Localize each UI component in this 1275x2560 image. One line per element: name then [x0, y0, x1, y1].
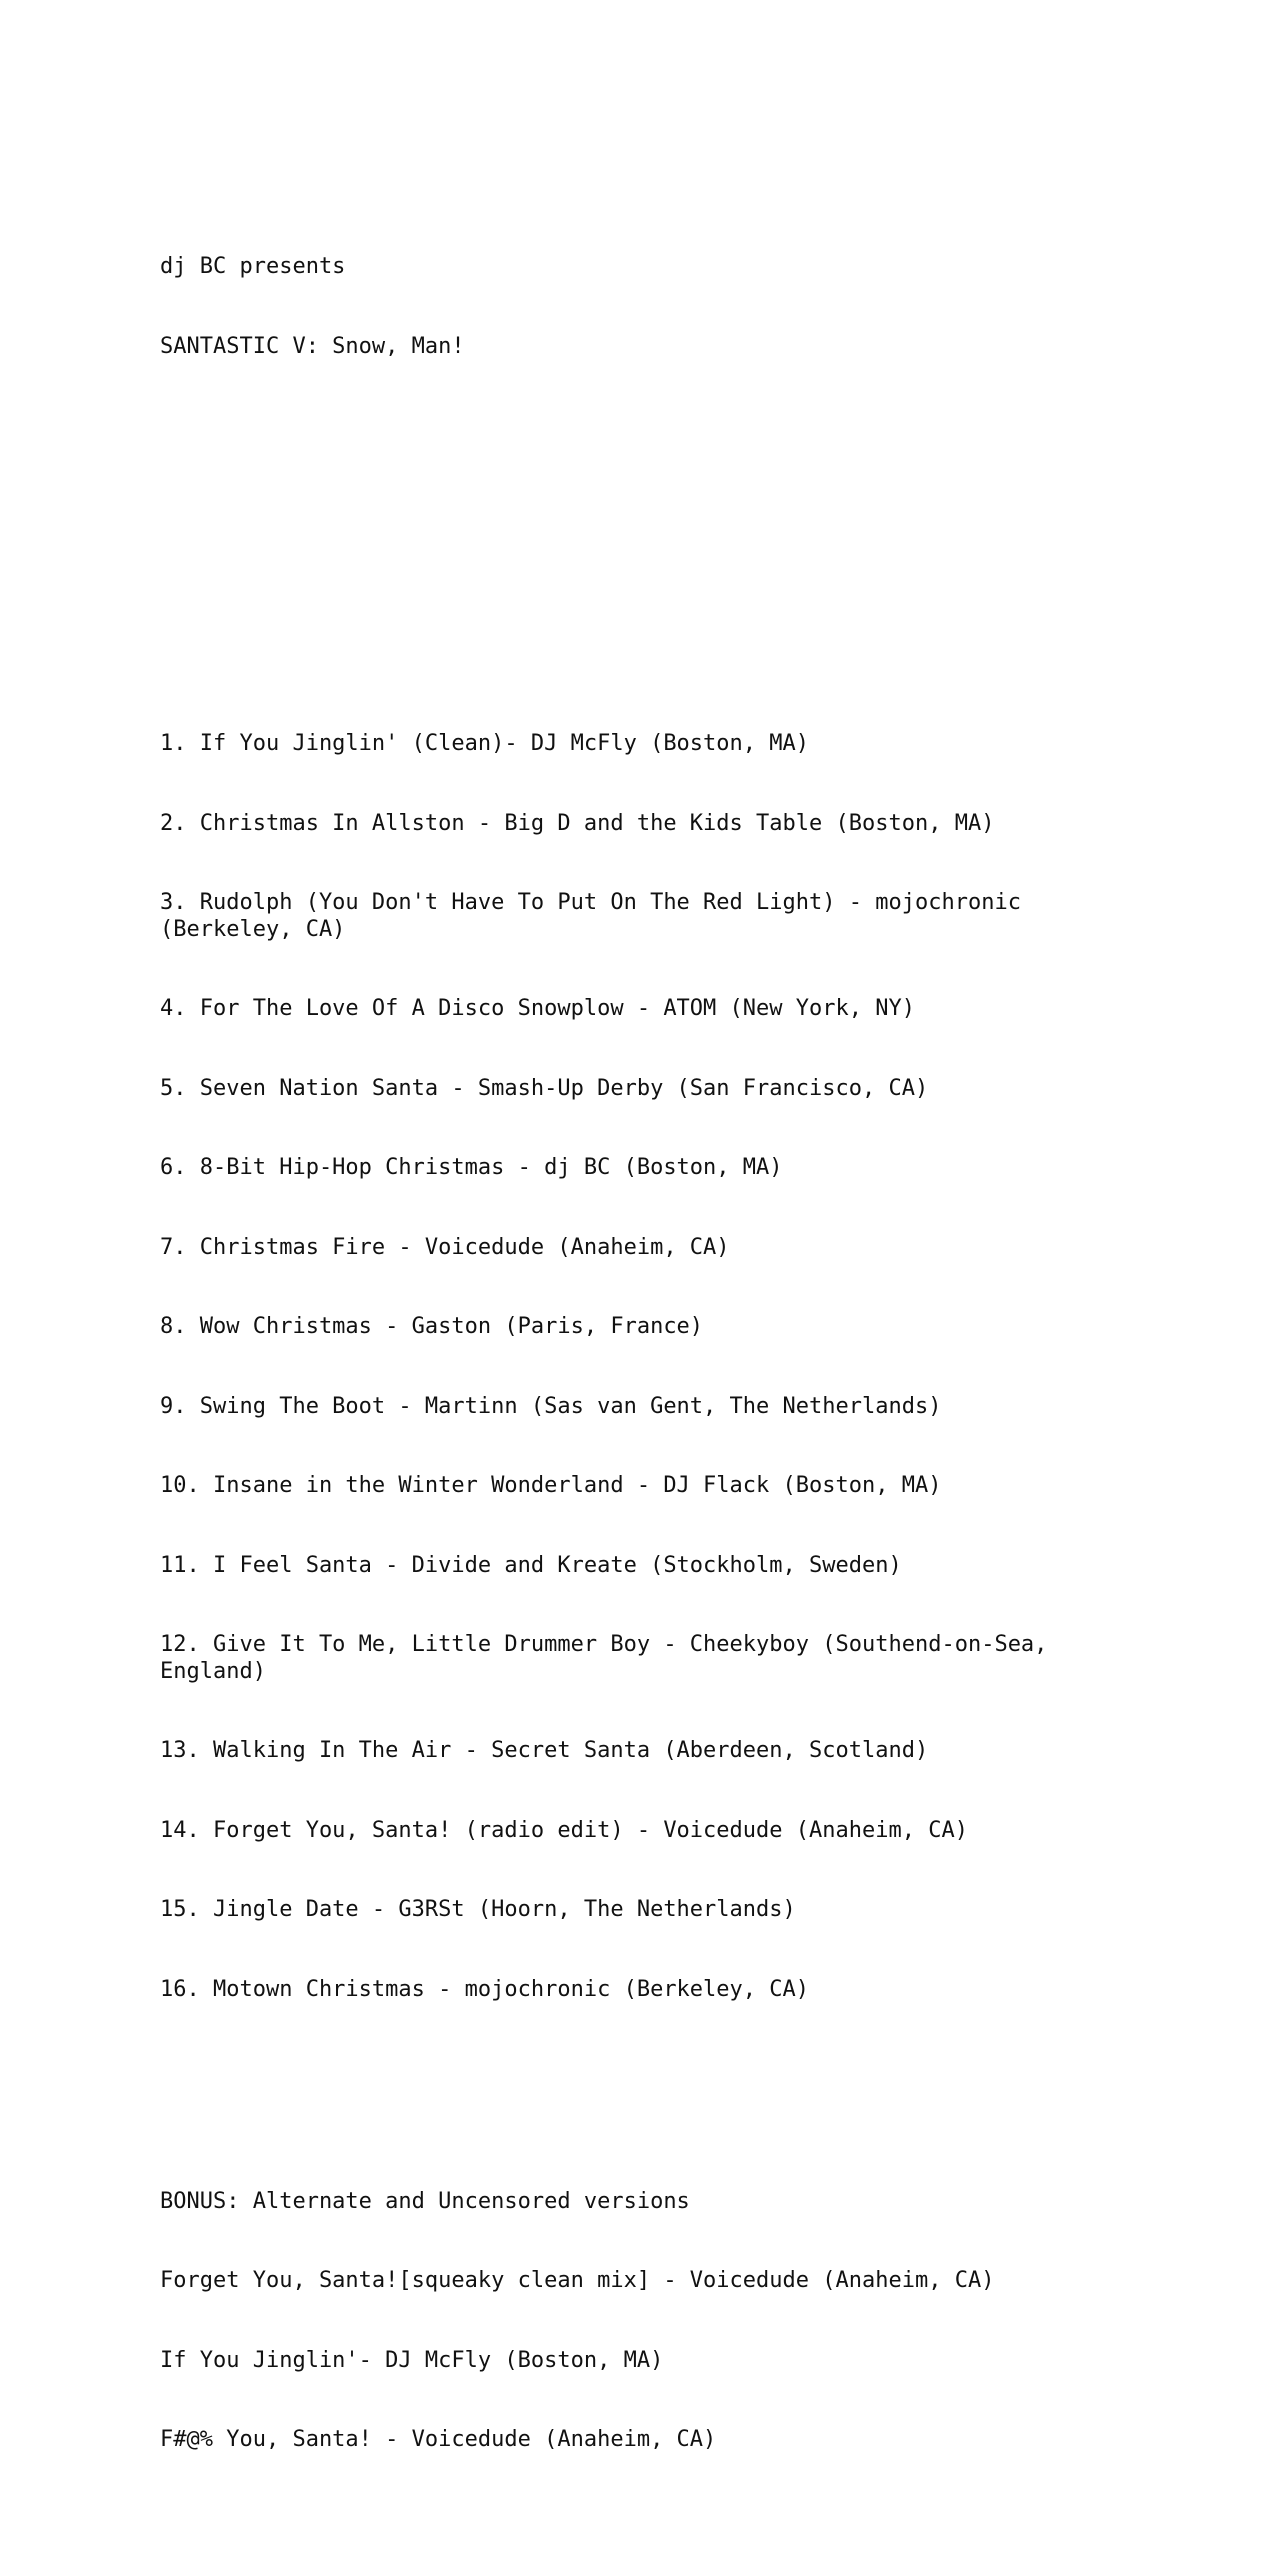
bonus-item: F#@% You, Santa! - Voicedude (Anaheim, CA)	[160, 2427, 717, 2452]
track-text: 7. Christmas Fire - Voicedude (Anaheim, CA)	[160, 1234, 730, 1260]
track-text-continuation: England)	[160, 1658, 266, 1684]
track-4	[160, 996, 1160, 1023]
bonus-item: If You Jinglin'- DJ McFly (Boston, MA)	[160, 2347, 664, 2373]
track-text: 5. Seven Nation Santa - Smash-Up Derby (San Francisco, CA)	[160, 1075, 929, 1101]
track-text: 13. Walking In The Air - Secret Santa (Aberdeen, Scotland)	[160, 1738, 929, 1763]
track-14	[160, 1818, 1160, 1845]
track-text: 14. Forget You, Santa! (radio edit) - Voicedude (Anaheim, CA)	[160, 1817, 968, 1843]
track-text: 16. Motown Christmas - mojochronic (Berkeley, CA)	[160, 1976, 810, 2002]
bonus-heading: BONUS: Alternate and Uncensored versions	[160, 2188, 690, 2214]
track-6	[160, 1155, 1160, 1182]
track-15	[160, 1897, 1160, 1924]
track-text: 15. Jingle Date - G3RSt (Hoorn, The Netherlands)	[160, 1897, 796, 1922]
track-text: 4. For The Love Of A Disco Snowplow - ATOM (New York, NY)	[160, 996, 915, 1021]
track-text: 1. If You Jinglin' (Clean)- DJ McFly (Boston, MA)	[160, 731, 810, 756]
presenter-line: dj BC presents	[160, 254, 346, 279]
document-header	[160, 201, 1160, 413]
track-text-continuation: (Berkeley, CA)	[160, 916, 346, 942]
track-10	[160, 1473, 1160, 1500]
track-2	[160, 811, 1160, 838]
album-title: SANTASTIC V: Snow, Man!	[160, 333, 465, 359]
track-13	[160, 1738, 1160, 1765]
track-text: 11. I Feel Santa - Divide and Kreate (Stockholm, Sweden)	[160, 1552, 902, 1578]
track-5	[160, 1076, 1160, 1103]
track-text: 8. Wow Christmas - Gaston (Paris, France)	[160, 1314, 704, 1339]
track-text: 3. Rudolph (You Don't Have To Put On The Red Light) - mojochronic	[160, 890, 1021, 915]
bonus-section	[160, 2136, 1160, 2507]
track-text: 2. Christmas In Allston - Big D and the Kids Table (Boston, MA)	[160, 810, 995, 836]
track-8	[160, 1314, 1160, 1341]
track-9	[160, 1394, 1160, 1421]
bonus-item: Forget You, Santa![squeaky clean mix] - Voicedude (Anaheim, CA)	[160, 2268, 995, 2293]
track-12	[160, 1632, 1160, 1685]
track-text: 6. 8-Bit Hip-Hop Christmas - dj BC (Boston, MA)	[160, 1155, 783, 1180]
track-text: 10. Insane in the Winter Wonderland - DJ Flack (Boston, MA)	[160, 1473, 942, 1498]
header-spacer	[160, 493, 1160, 599]
track-text: 12. Give It To Me, Little Drummer Boy - Cheekyboy (Southend-on-Sea,	[160, 1632, 1048, 1657]
tracklist	[160, 678, 1160, 2056]
track-16	[160, 1977, 1160, 2004]
document-body	[160, 148, 1160, 2560]
track-11	[160, 1553, 1160, 1580]
track-7	[160, 1235, 1160, 1262]
track-text: 9. Swing The Boot - Martinn (Sas van Gent, The Netherlands)	[160, 1393, 942, 1419]
track-3	[160, 890, 1160, 943]
track-1	[160, 731, 1160, 758]
